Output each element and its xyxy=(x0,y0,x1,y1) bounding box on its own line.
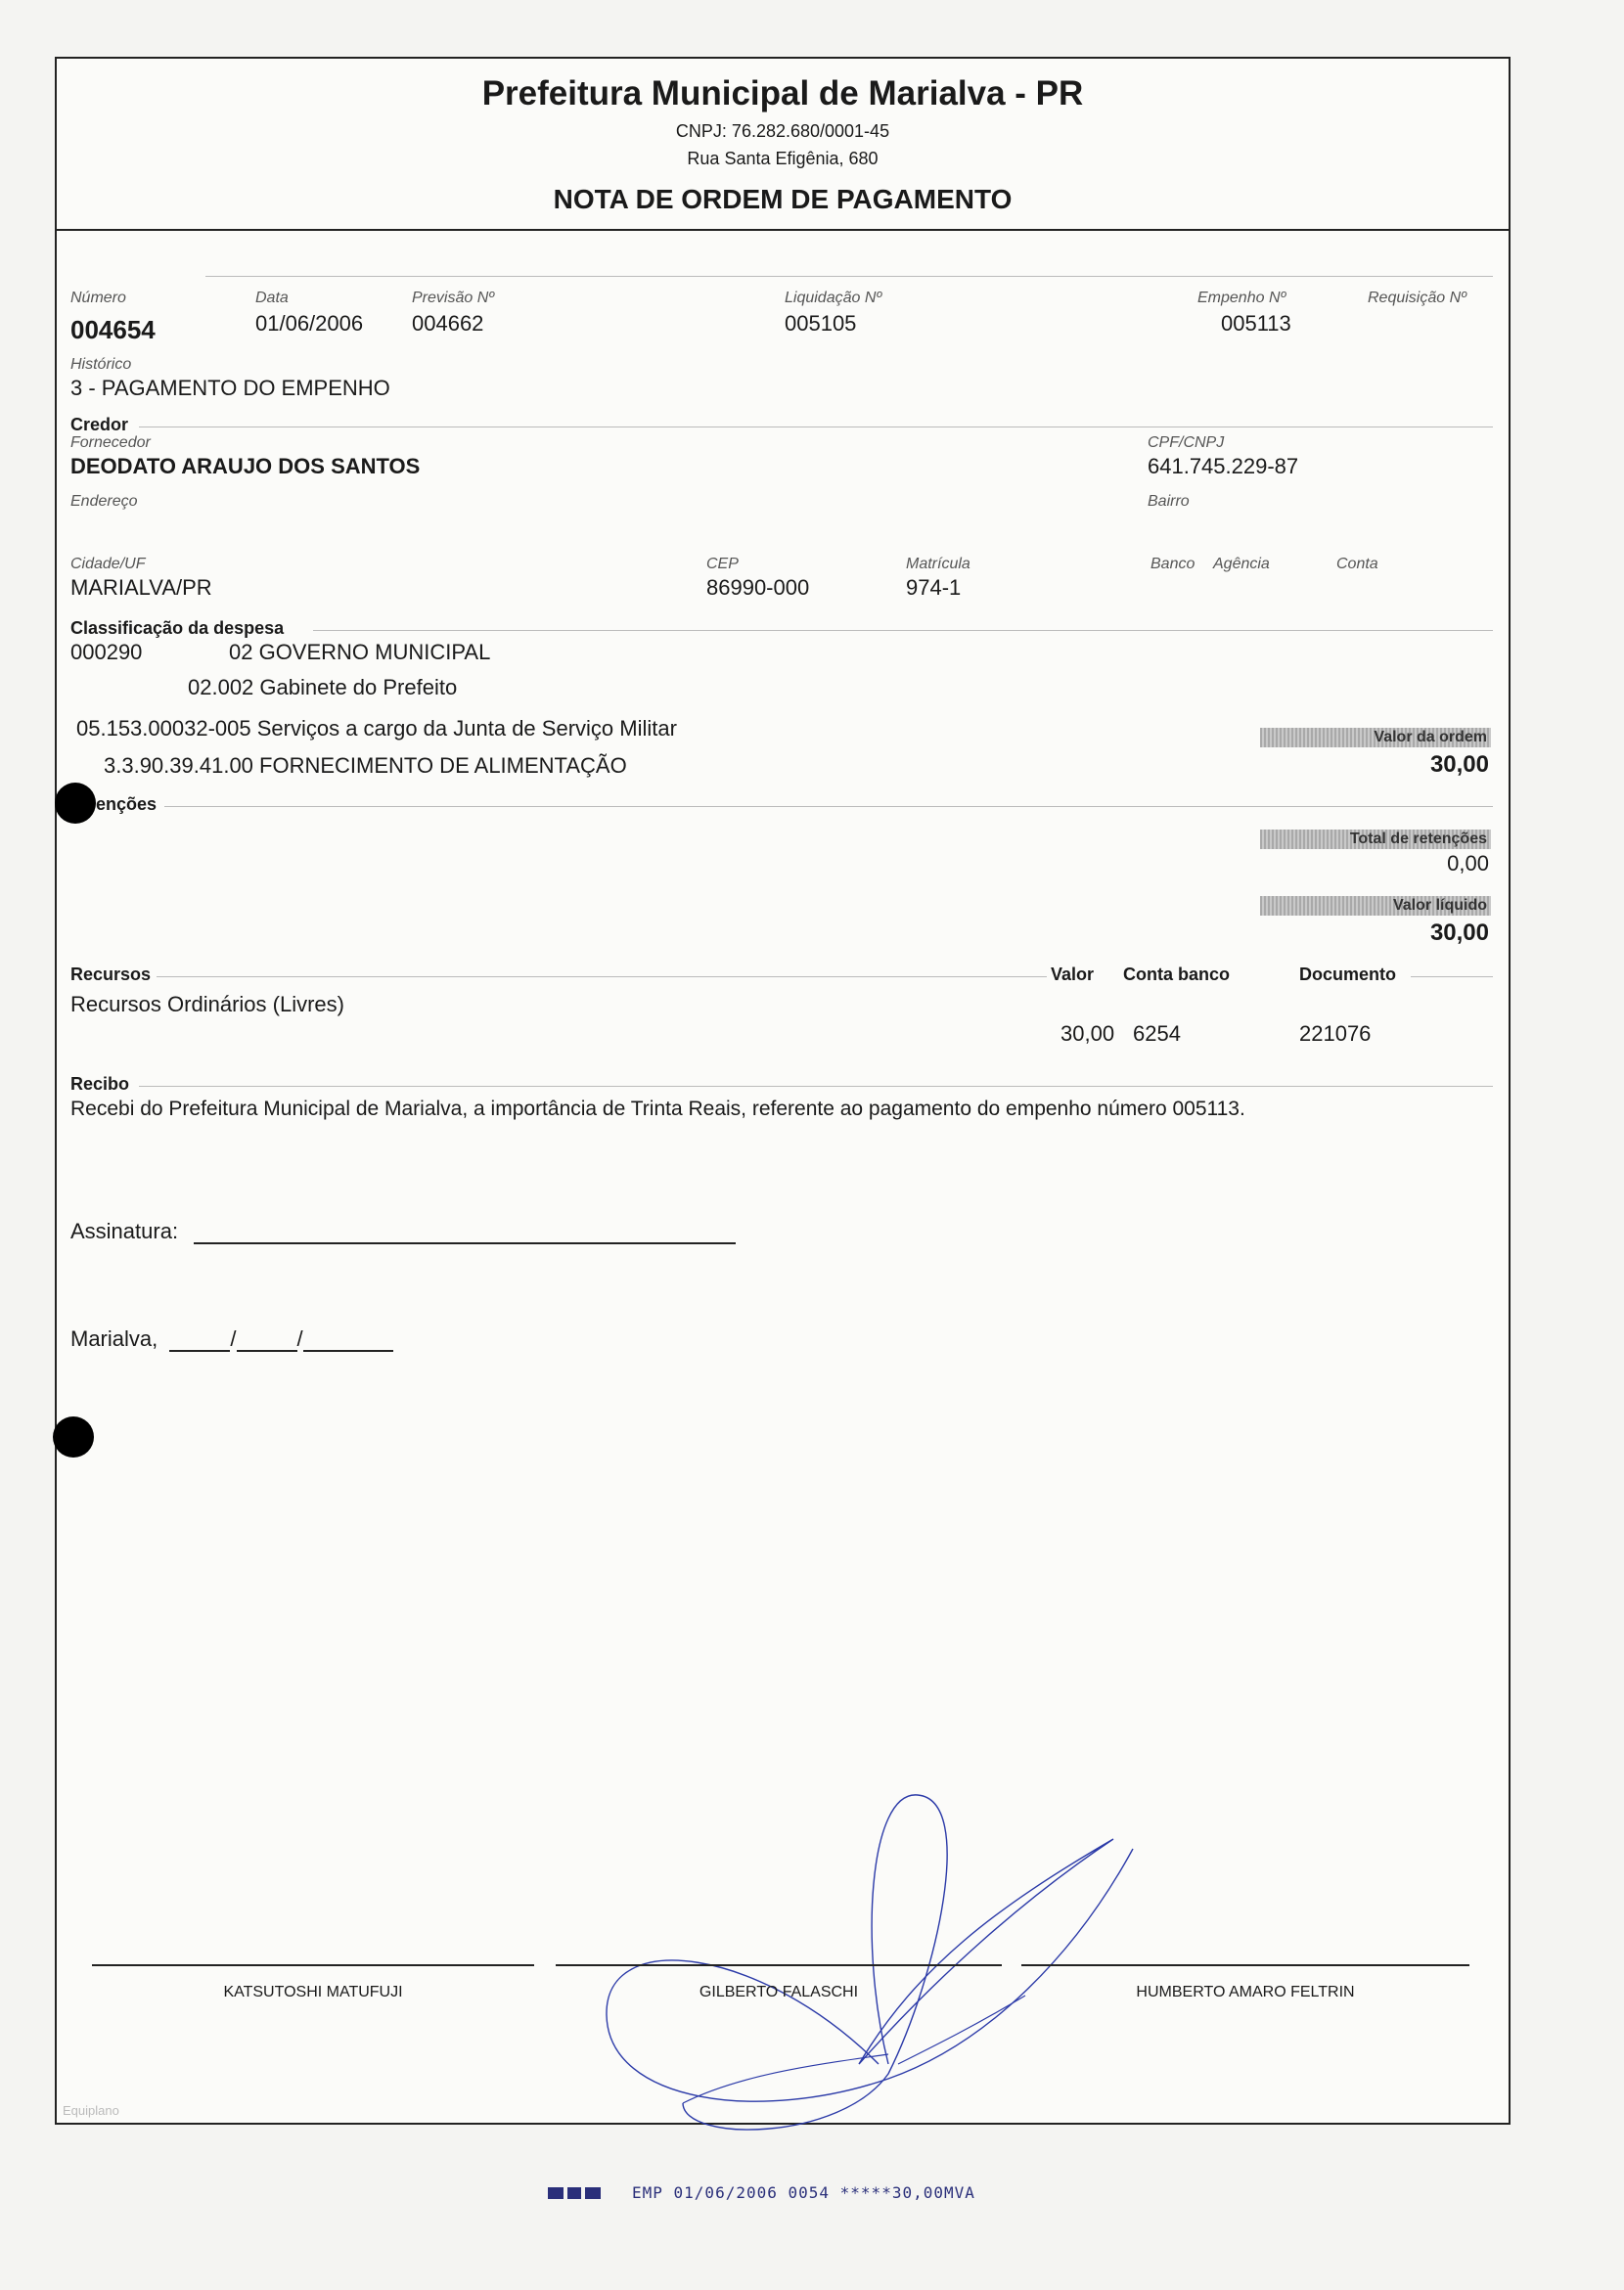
divider xyxy=(157,976,1047,977)
assinatura-label: Assinatura: xyxy=(70,1219,179,1243)
document-header xyxy=(57,59,1509,231)
prefeitura-title: Prefeitura Municipal de Marialva - PR xyxy=(481,74,1084,112)
recursos-descricao: Recursos Ordinários (Livres) xyxy=(70,992,344,1016)
cidade-value: MARIALVA/PR xyxy=(70,575,212,600)
numero-value: 004654 xyxy=(70,315,156,344)
banco-label: Banco xyxy=(1150,556,1195,572)
signatory-1: KATSUTOSHI MATUFUJI xyxy=(223,1984,403,2000)
conta-label: Conta xyxy=(1336,556,1378,572)
recursos-section-title: Recursos xyxy=(70,965,152,984)
divider xyxy=(1411,976,1493,977)
signature-line-2 xyxy=(556,1964,1002,1966)
matricula-label: Matrícula xyxy=(906,556,970,572)
punch-hole xyxy=(55,783,96,824)
historico-value: 3 - PAGAMENTO DO EMPENHO xyxy=(70,376,390,400)
total-retencoes-value: 0,00 xyxy=(1447,851,1489,876)
numero-label: Número xyxy=(70,290,126,306)
divider xyxy=(164,806,1493,807)
data-value: 01/06/2006 xyxy=(255,311,364,336)
valor-ordem-value: 30,00 xyxy=(1429,751,1489,778)
cpf-label: CPF/CNPJ xyxy=(1148,434,1225,451)
cpf-value: 641.745.229-87 xyxy=(1148,454,1299,478)
day-field xyxy=(169,1330,230,1352)
authentication-stamp: EMP 01/06/2006 0054 *****30,00MVA xyxy=(632,2183,975,2202)
cidade-label: Cidade/UF xyxy=(70,556,146,572)
recibo-text: Recebi do Prefeitura Municipal de Marialva, a importância de Trinta Reais, referente ao pagamento do empenho número 005113. xyxy=(70,1098,1245,1120)
recursos-conta: 6254 xyxy=(1133,1021,1181,1046)
divider xyxy=(313,630,1493,631)
local-data-line: Marialva, / / xyxy=(70,1326,393,1352)
previsao-label: Previsão Nº xyxy=(412,290,495,306)
data-label: Data xyxy=(255,290,289,306)
divider xyxy=(139,1086,1493,1087)
punch-hole xyxy=(53,1416,94,1458)
cep-label: CEP xyxy=(706,556,739,572)
classificacao-elemento: 3.3.90.39.41.00 FORNECIMENTO DE ALIMENTAÇÃO xyxy=(104,753,627,778)
local-label: Marialva, xyxy=(70,1326,158,1351)
previsao-value: 004662 xyxy=(412,311,484,336)
valor-ordem-label: Valor da ordem xyxy=(1260,728,1491,747)
historico-label: Histórico xyxy=(70,356,132,373)
recursos-valor-header: Valor xyxy=(1051,965,1095,984)
classificacao-unidade: 02.002 Gabinete do Prefeito xyxy=(188,675,458,699)
retencoes-section-title: enções xyxy=(96,794,158,814)
recursos-documento-header: Documento xyxy=(1299,965,1396,984)
fornecedor-label: Fornecedor xyxy=(70,434,151,451)
recursos-valor: 30,00 xyxy=(1060,1021,1115,1046)
address-text: Rua Santa Efigênia, 680 xyxy=(687,149,879,168)
requisicao-label: Requisição Nº xyxy=(1368,290,1466,306)
signatory-2: GILBERTO FALASCHI xyxy=(699,1984,859,2000)
agencia-label: Agência xyxy=(1213,556,1270,572)
signature-line-1 xyxy=(92,1964,534,1966)
total-retencoes-label: Total de retenções xyxy=(1260,830,1491,849)
assinatura-line xyxy=(70,1219,736,1244)
cnpj-text: CNPJ: 76.282.680/0001-45 xyxy=(675,121,890,141)
recibo-section-title: Recibo xyxy=(70,1074,130,1094)
liquidacao-label: Liquidação Nº xyxy=(785,290,882,306)
signatory-3: HUMBERTO AMARO FELTRIN xyxy=(1136,1984,1355,2000)
month-field xyxy=(237,1330,297,1352)
empenho-value: 005113 xyxy=(1221,311,1291,336)
classificacao-code: 000290 xyxy=(70,640,143,664)
credor-section-title: Credor xyxy=(70,415,129,434)
valor-liquido-value: 30,00 xyxy=(1429,920,1489,946)
signature-line-3 xyxy=(1021,1964,1469,1966)
software-label: Equiplano xyxy=(63,2103,119,2118)
classificacao-funcional: 05.153.00032-005 Serviços a cargo da Junta de Serviço Militar xyxy=(76,716,677,741)
matricula-value: 974-1 xyxy=(906,575,962,600)
divider xyxy=(205,276,1493,277)
document-title: NOTA DE ORDEM DE PAGAMENTO xyxy=(553,184,1013,214)
year-field xyxy=(303,1330,393,1352)
fornecedor-value: DEODATO ARAUJO DOS SANTOS xyxy=(70,454,421,478)
valor-liquido-label: Valor líquido xyxy=(1260,896,1491,916)
bank-logo-icon xyxy=(548,2185,603,2201)
recursos-conta-header: Conta banco xyxy=(1123,965,1231,984)
assinatura-field xyxy=(194,1223,736,1244)
recursos-documento: 221076 xyxy=(1299,1021,1372,1046)
endereco-label: Endereço xyxy=(70,493,138,510)
classificacao-orgao: 02 GOVERNO MUNICIPAL xyxy=(229,640,491,664)
cep-value: 86990-000 xyxy=(706,575,810,600)
empenho-label: Empenho Nº xyxy=(1197,290,1286,306)
bairro-label: Bairro xyxy=(1148,493,1190,510)
document-frame xyxy=(55,57,1511,2125)
liquidacao-value: 005105 xyxy=(785,311,857,336)
classificacao-section-title: Classificação da despesa xyxy=(70,618,285,638)
handwritten-signature xyxy=(565,1751,1152,2152)
